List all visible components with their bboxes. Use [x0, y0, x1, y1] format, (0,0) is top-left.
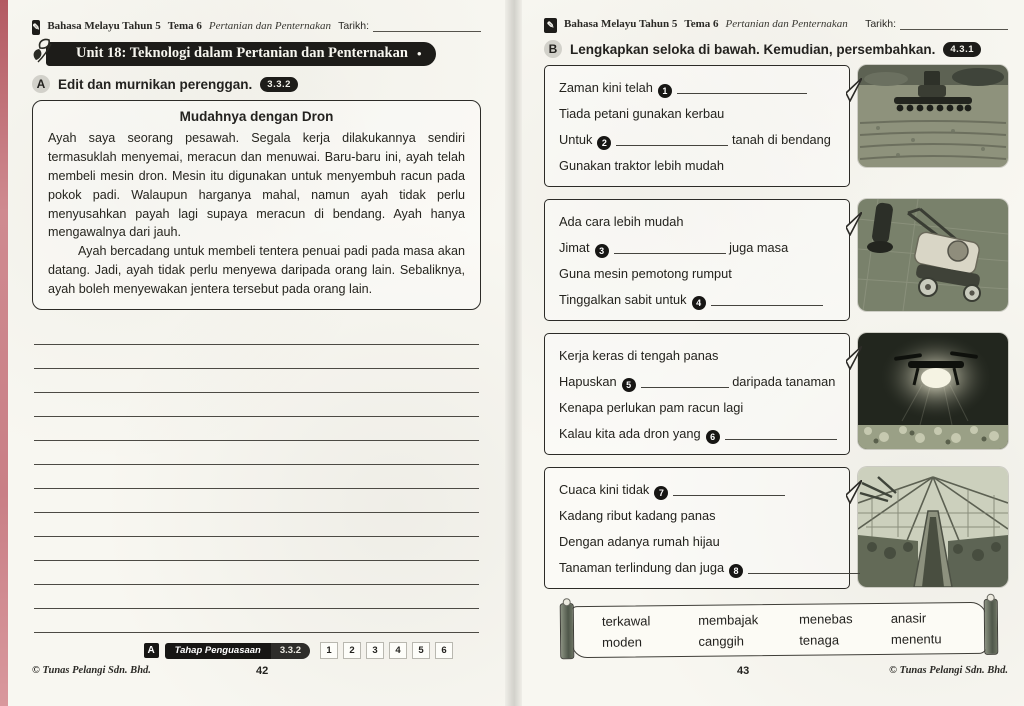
page-header — [32, 20, 481, 35]
verse-text: Dengan adanya rumah hijau — [559, 534, 720, 549]
writing-lines-area — [34, 321, 479, 633]
copyright-text: © Tunas Pelangi Sdn. Bhd. — [889, 665, 1008, 676]
seloka-stanza-2 — [544, 199, 850, 321]
writing-line — [34, 513, 479, 537]
word-bank-item: terkawal — [601, 612, 651, 629]
section-a-label: A — [32, 75, 50, 93]
greenhouse-interior-photo — [858, 467, 1008, 587]
speech-tail — [846, 212, 862, 236]
date-blank-line — [900, 18, 1008, 30]
writing-line — [34, 609, 479, 633]
passage-box — [32, 100, 481, 310]
number-chip: 8 — [729, 564, 743, 578]
stanza-row-2 — [544, 199, 1008, 321]
answer-blank — [725, 426, 837, 440]
date-field — [865, 18, 1008, 30]
level-box: 5 — [412, 642, 430, 659]
mastery-label: Tahap Penguasaan — [165, 643, 271, 659]
stanza-row-1 — [544, 65, 1008, 187]
copyright-text: © Tunas Pelangi Sdn. Bhd. — [32, 665, 151, 677]
spraying-drone-night-photo — [858, 333, 1008, 449]
writing-line — [34, 441, 479, 465]
word-bank-scroll — [560, 599, 999, 660]
seloka-stanza-3 — [544, 333, 850, 455]
theme-number: Tema 6 — [167, 20, 202, 32]
verse-text: daripada tanaman — [732, 374, 836, 389]
leaf-sprig-icon — [30, 38, 60, 68]
word-bank-words — [572, 603, 986, 656]
book-cover-edge — [0, 0, 8, 706]
verse-text: Kenapa perlukan pam racun lagi — [559, 400, 744, 415]
verse-text: Tinggalkan sabit untuk — [559, 292, 687, 307]
writing-line — [34, 321, 479, 345]
theme-number: Tema 6 — [684, 18, 719, 30]
mastery-code: 3.3.2 — [271, 643, 310, 659]
mastery-levels — [320, 642, 453, 659]
level-box: 2 — [343, 642, 361, 659]
writing-line — [34, 369, 479, 393]
date-label: Tarikh: — [338, 20, 369, 32]
theme-title: Pertanian dan Penternakan — [208, 20, 332, 32]
stanza-row-4 — [544, 467, 1008, 589]
answer-blank — [748, 560, 860, 574]
course-title: Bahasa Melayu Tahun 5 — [47, 20, 161, 32]
section-a-instruction: Edit dan murnikan perenggan. — [58, 76, 253, 92]
speech-tail — [846, 78, 862, 102]
level-box: 3 — [366, 642, 384, 659]
seloka-stanza-4 — [544, 467, 850, 589]
speech-tail — [846, 346, 862, 370]
mastery-section-label: A — [144, 643, 159, 658]
skill-code-badge: 3.3.2 — [260, 77, 298, 92]
section-b-row — [544, 40, 1008, 58]
writing-line — [34, 489, 479, 513]
number-chip: 3 — [595, 244, 609, 258]
verse-text: tanah di bendang — [732, 132, 831, 147]
passage-title: Mudahnya dengan Dron — [179, 109, 334, 124]
level-box: 4 — [389, 642, 407, 659]
theme-title: Pertanian dan Penternakan — [725, 18, 848, 30]
answer-blank — [673, 482, 785, 496]
level-box: 6 — [435, 642, 453, 659]
passage-paragraph: Ayah saya seorang pesawah. Segala kerja dilakukannya sendiri termasuklah menyemai, meracun dan menuwai. Baru-baru ini, ayah telah membeli mesin dron. Mesin itu digunakan untuk menyembuh racun pada pokok padi. Walaupun harganya mahal, namun ayah tidak perlu menyusahkan payah lagi supaya meracun di bendang. Ayah hanya mengawalnya dari jauh. — [48, 131, 465, 240]
level-box: 1 — [320, 642, 338, 659]
page-right — [522, 0, 1024, 706]
writing-line — [34, 393, 479, 417]
date-blank-line — [373, 20, 481, 32]
speech-tail — [846, 480, 862, 504]
verse-text: Untuk — [559, 132, 593, 147]
word-bank-item: membajak — [698, 611, 759, 628]
mastery-pill — [165, 643, 310, 659]
course-title: Bahasa Melayu Tahun 5 — [564, 18, 678, 30]
writing-line — [34, 417, 479, 441]
answer-blank — [616, 132, 728, 146]
date-label: Tarikh: — [865, 18, 896, 30]
number-chip: 5 — [622, 378, 636, 392]
page-number: 42 — [256, 664, 269, 677]
section-b-instruction: Lengkapkan seloka di bawah. Kemudian, persembahkan. — [570, 41, 936, 57]
verse-text: Tanaman terlindung dan juga — [559, 560, 725, 575]
mastery-level-strip — [32, 642, 453, 659]
word-bank-item: anasir — [890, 609, 927, 626]
verse-text: Ada cara lebih mudah — [559, 214, 684, 229]
writing-line — [34, 465, 479, 489]
writing-line — [34, 345, 479, 369]
answer-blank — [677, 80, 807, 94]
number-chip: 4 — [692, 296, 706, 310]
page-header — [544, 18, 1008, 33]
answer-blank — [641, 374, 729, 388]
verse-text: juga masa — [729, 240, 789, 255]
word-bank-item: moden — [602, 633, 642, 650]
passage-paragraph: Ayah bercadang untuk membeli tentera penuai padi pada masa akan datang. Jadi, ayah tidak perlu menyewa daripada orang lain. Sebaliknya, ayah boleh menyewakan jentera tersebut pada orang lain. — [48, 244, 465, 297]
number-chip: 7 — [654, 486, 668, 500]
word-bank-paper — [571, 602, 988, 658]
word-bank-item: canggih — [698, 632, 745, 649]
publisher-logo-icon: ✎ — [544, 18, 557, 33]
unit-title: Unit 18: Teknologi dalam Pertanian dan Penternakan — [76, 45, 408, 61]
publisher-logo-icon: ✎ — [32, 20, 40, 35]
answer-blank — [711, 292, 823, 306]
skill-code-badge: 4.3.1 — [943, 42, 981, 57]
writing-line — [34, 561, 479, 585]
seloka-stanza-1 — [544, 65, 850, 187]
verse-text: Gunakan traktor lebih mudah — [559, 158, 725, 173]
verse-text: Cuaca kini tidak — [559, 482, 650, 497]
answer-blank — [614, 240, 726, 254]
banner-bullet: • — [416, 45, 422, 61]
scroll-roller-left — [560, 603, 575, 659]
verse-text: Kalau kita ada dron yang — [559, 426, 701, 441]
book-spine-shadow — [505, 0, 522, 706]
page-left — [8, 0, 505, 706]
verse-text: Kerja keras di tengah panas — [559, 348, 719, 363]
section-a-row — [32, 75, 481, 93]
date-field — [338, 20, 481, 32]
lawn-mower-photo — [858, 199, 1008, 311]
verse-text: Kadang ribut kadang panas — [559, 508, 716, 523]
tractor-harrow-field-photo — [858, 65, 1008, 167]
number-chip: 1 — [658, 84, 672, 98]
unit-title-banner — [46, 42, 436, 66]
page-footer — [544, 665, 1008, 676]
verse-text: Jimat — [559, 240, 590, 255]
word-bank-item: menebas — [798, 610, 853, 627]
section-b-label: B — [544, 40, 562, 58]
writing-line — [34, 585, 479, 609]
page-number: 43 — [737, 664, 750, 677]
writing-line — [34, 537, 479, 561]
verse-text: Hapuskan — [559, 374, 617, 389]
verse-text: Zaman kini telah — [559, 80, 653, 95]
number-chip: 2 — [597, 136, 611, 150]
number-chip: 6 — [706, 430, 720, 444]
stanza-row-3 — [544, 333, 1008, 455]
verse-text: Guna mesin pemotong rumput — [559, 266, 732, 281]
scroll-roller-right — [984, 599, 999, 655]
verse-text: Tiada petani gunakan kerbau — [559, 106, 725, 121]
word-bank-item: tenaga — [799, 631, 840, 648]
page-footer — [32, 665, 481, 676]
word-bank-item: menentu — [890, 630, 942, 647]
